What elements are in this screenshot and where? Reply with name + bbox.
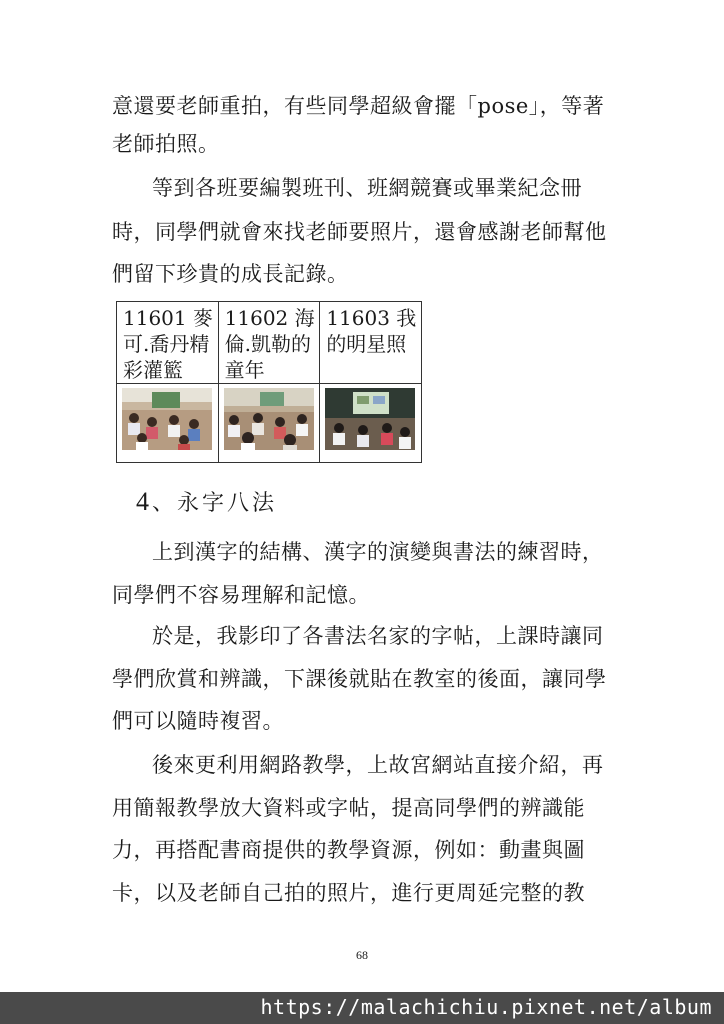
page-number: 68	[356, 948, 368, 962]
photo-cell	[218, 302, 320, 384]
section-title: 、永字八法	[152, 491, 278, 516]
paragraph-line: 力，再搭配書商提供的教學資源，例如：動畫與圖	[112, 838, 585, 862]
photo-caption: 11603 我的明星照	[326, 306, 417, 356]
paragraph-line: 們留下珍貴的成長記錄。	[112, 262, 349, 286]
watermark-url: https://malachichiu.pixnet.net/album	[260, 995, 712, 1019]
paragraph-line: 於是，我影印了各書法名家的字帖，上課時讓同	[152, 624, 604, 648]
photo-cell	[117, 384, 219, 463]
paragraph-line: 學們欣賞和辨識，下課後就貼在教室的後面，讓同學	[112, 667, 607, 691]
photo-caption: 11601 麥可.喬丹精彩灌籃	[123, 306, 213, 382]
section-heading	[136, 488, 277, 518]
classroom-photo-icon	[122, 388, 212, 450]
paragraph-line: 卡，以及老師自己拍的照片，進行更周延完整的教	[112, 881, 585, 905]
paragraph-line: 上到漢字的結構、漢字的演變與書法的練習時，	[152, 540, 604, 564]
photo-cell	[218, 384, 320, 463]
photo-cell	[117, 302, 219, 384]
photo-cell	[320, 302, 422, 384]
paragraph-line: 後來更利用網路教學，上故宮網站直接介紹，再	[152, 753, 604, 777]
paragraph-line: 意還要老師重拍，有些同學超級會擺「pose」，等著	[112, 94, 605, 118]
paragraph-line: 時，同學們就會來找老師要照片，還會感謝老師幫他	[112, 220, 607, 244]
paragraph-line: 們可以隨時複習。	[112, 709, 284, 733]
photo-table	[116, 301, 422, 463]
paragraph-line: 等到各班要編製班刊、班網競賽或畢業紀念冊	[152, 176, 582, 200]
classroom-projection-photo-icon	[325, 388, 415, 450]
paragraph-line: 老師拍照。	[112, 132, 220, 156]
paragraph-line: 用簡報教學放大資料或字帖，提高同學們的辨識能	[112, 796, 585, 820]
section-number: 4	[136, 487, 152, 516]
photo-cell	[320, 384, 422, 463]
paragraph-line: 同學們不容易理解和記憶。	[112, 583, 370, 607]
classroom-photo-icon	[224, 388, 314, 450]
watermark-bar	[0, 992, 724, 1024]
photo-caption: 11602 海倫.凱勒的童年	[224, 306, 315, 382]
